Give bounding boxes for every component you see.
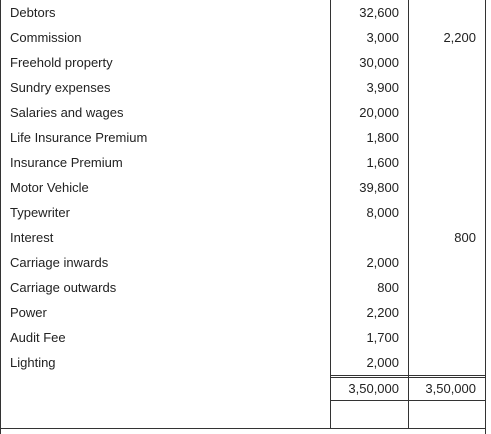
particulars-cell: Life Insurance Premium	[10, 130, 148, 145]
debit-amount-cell: 2,000	[366, 355, 399, 370]
credit-amount-cell	[410, 100, 476, 125]
particulars-cell: Salaries and wages	[10, 105, 124, 120]
table-row	[0, 300, 486, 325]
credit-amount-cell	[410, 325, 476, 350]
debit-amount-cell: 32,600	[359, 5, 399, 20]
credit-amount-cell	[410, 275, 476, 300]
debit-amount-cell: 3,900	[366, 80, 399, 95]
particulars-cell: Motor Vehicle	[10, 180, 89, 195]
particulars-cell: Power	[10, 305, 47, 320]
credit-amount-cell	[410, 50, 476, 75]
table-row	[0, 50, 486, 75]
particulars-cell: Typewriter	[10, 205, 70, 220]
table-row	[0, 275, 486, 300]
debit-amount-cell	[332, 225, 399, 250]
particulars-cell: Sundry expenses	[10, 80, 111, 95]
debit-amount-cell: 1,700	[366, 330, 399, 345]
particulars-cell: Lighting	[10, 355, 56, 370]
debit-amount-cell: 20,000	[359, 105, 399, 120]
table-row	[0, 0, 486, 25]
debit-amount-cell: 39,800	[359, 180, 399, 195]
particulars-cell: Interest	[10, 230, 54, 245]
particulars-cell: Debtors	[10, 5, 56, 20]
credit-total: 3,50,000	[425, 381, 476, 396]
credit-amount-cell	[410, 250, 476, 275]
table-row	[0, 350, 486, 375]
particulars-cell: Insurance Premium	[10, 155, 123, 170]
table-row	[0, 100, 486, 125]
debit-amount-cell: 8,000	[366, 205, 399, 220]
credit-amount-cell	[410, 0, 476, 25]
particulars-cell: Freehold property	[10, 55, 113, 70]
credit-amount-cell	[410, 350, 476, 375]
totals-row	[0, 376, 486, 401]
table-row	[0, 325, 486, 350]
table-row	[0, 75, 486, 100]
debit-amount-cell: 2,000	[366, 255, 399, 270]
table-row	[0, 200, 486, 225]
particulars-cell: Carriage outwards	[10, 280, 117, 295]
table-row	[0, 175, 486, 200]
debit-amount-cell: 3,000	[366, 30, 399, 45]
credit-amount-cell: 2,200	[443, 30, 476, 45]
credit-amount-cell	[410, 175, 476, 200]
table-row	[0, 150, 486, 175]
table-bottom-rule	[0, 428, 486, 429]
credit-amount-cell	[410, 200, 476, 225]
particulars-cell: Carriage inwards	[10, 255, 109, 270]
credit-amount-cell	[410, 150, 476, 175]
debit-amount-cell: 1,600	[366, 155, 399, 170]
table-row	[0, 225, 486, 250]
credit-amount-cell	[410, 125, 476, 150]
table-row	[0, 125, 486, 150]
debit-amount-cell: 1,800	[366, 130, 399, 145]
credit-amount-cell	[410, 300, 476, 325]
debit-amount-cell: 800	[377, 280, 399, 295]
particulars-cell: Audit Fee	[10, 330, 66, 345]
particulars-cell: Commission	[10, 30, 82, 45]
debit-amount-cell: 30,000	[359, 55, 399, 70]
credit-amount-cell: 800	[454, 230, 476, 245]
debit-total: 3,50,000	[348, 381, 399, 396]
credit-amount-cell	[410, 75, 476, 100]
table-row	[0, 250, 486, 275]
table-row	[0, 25, 486, 50]
debit-amount-cell: 2,200	[366, 305, 399, 320]
